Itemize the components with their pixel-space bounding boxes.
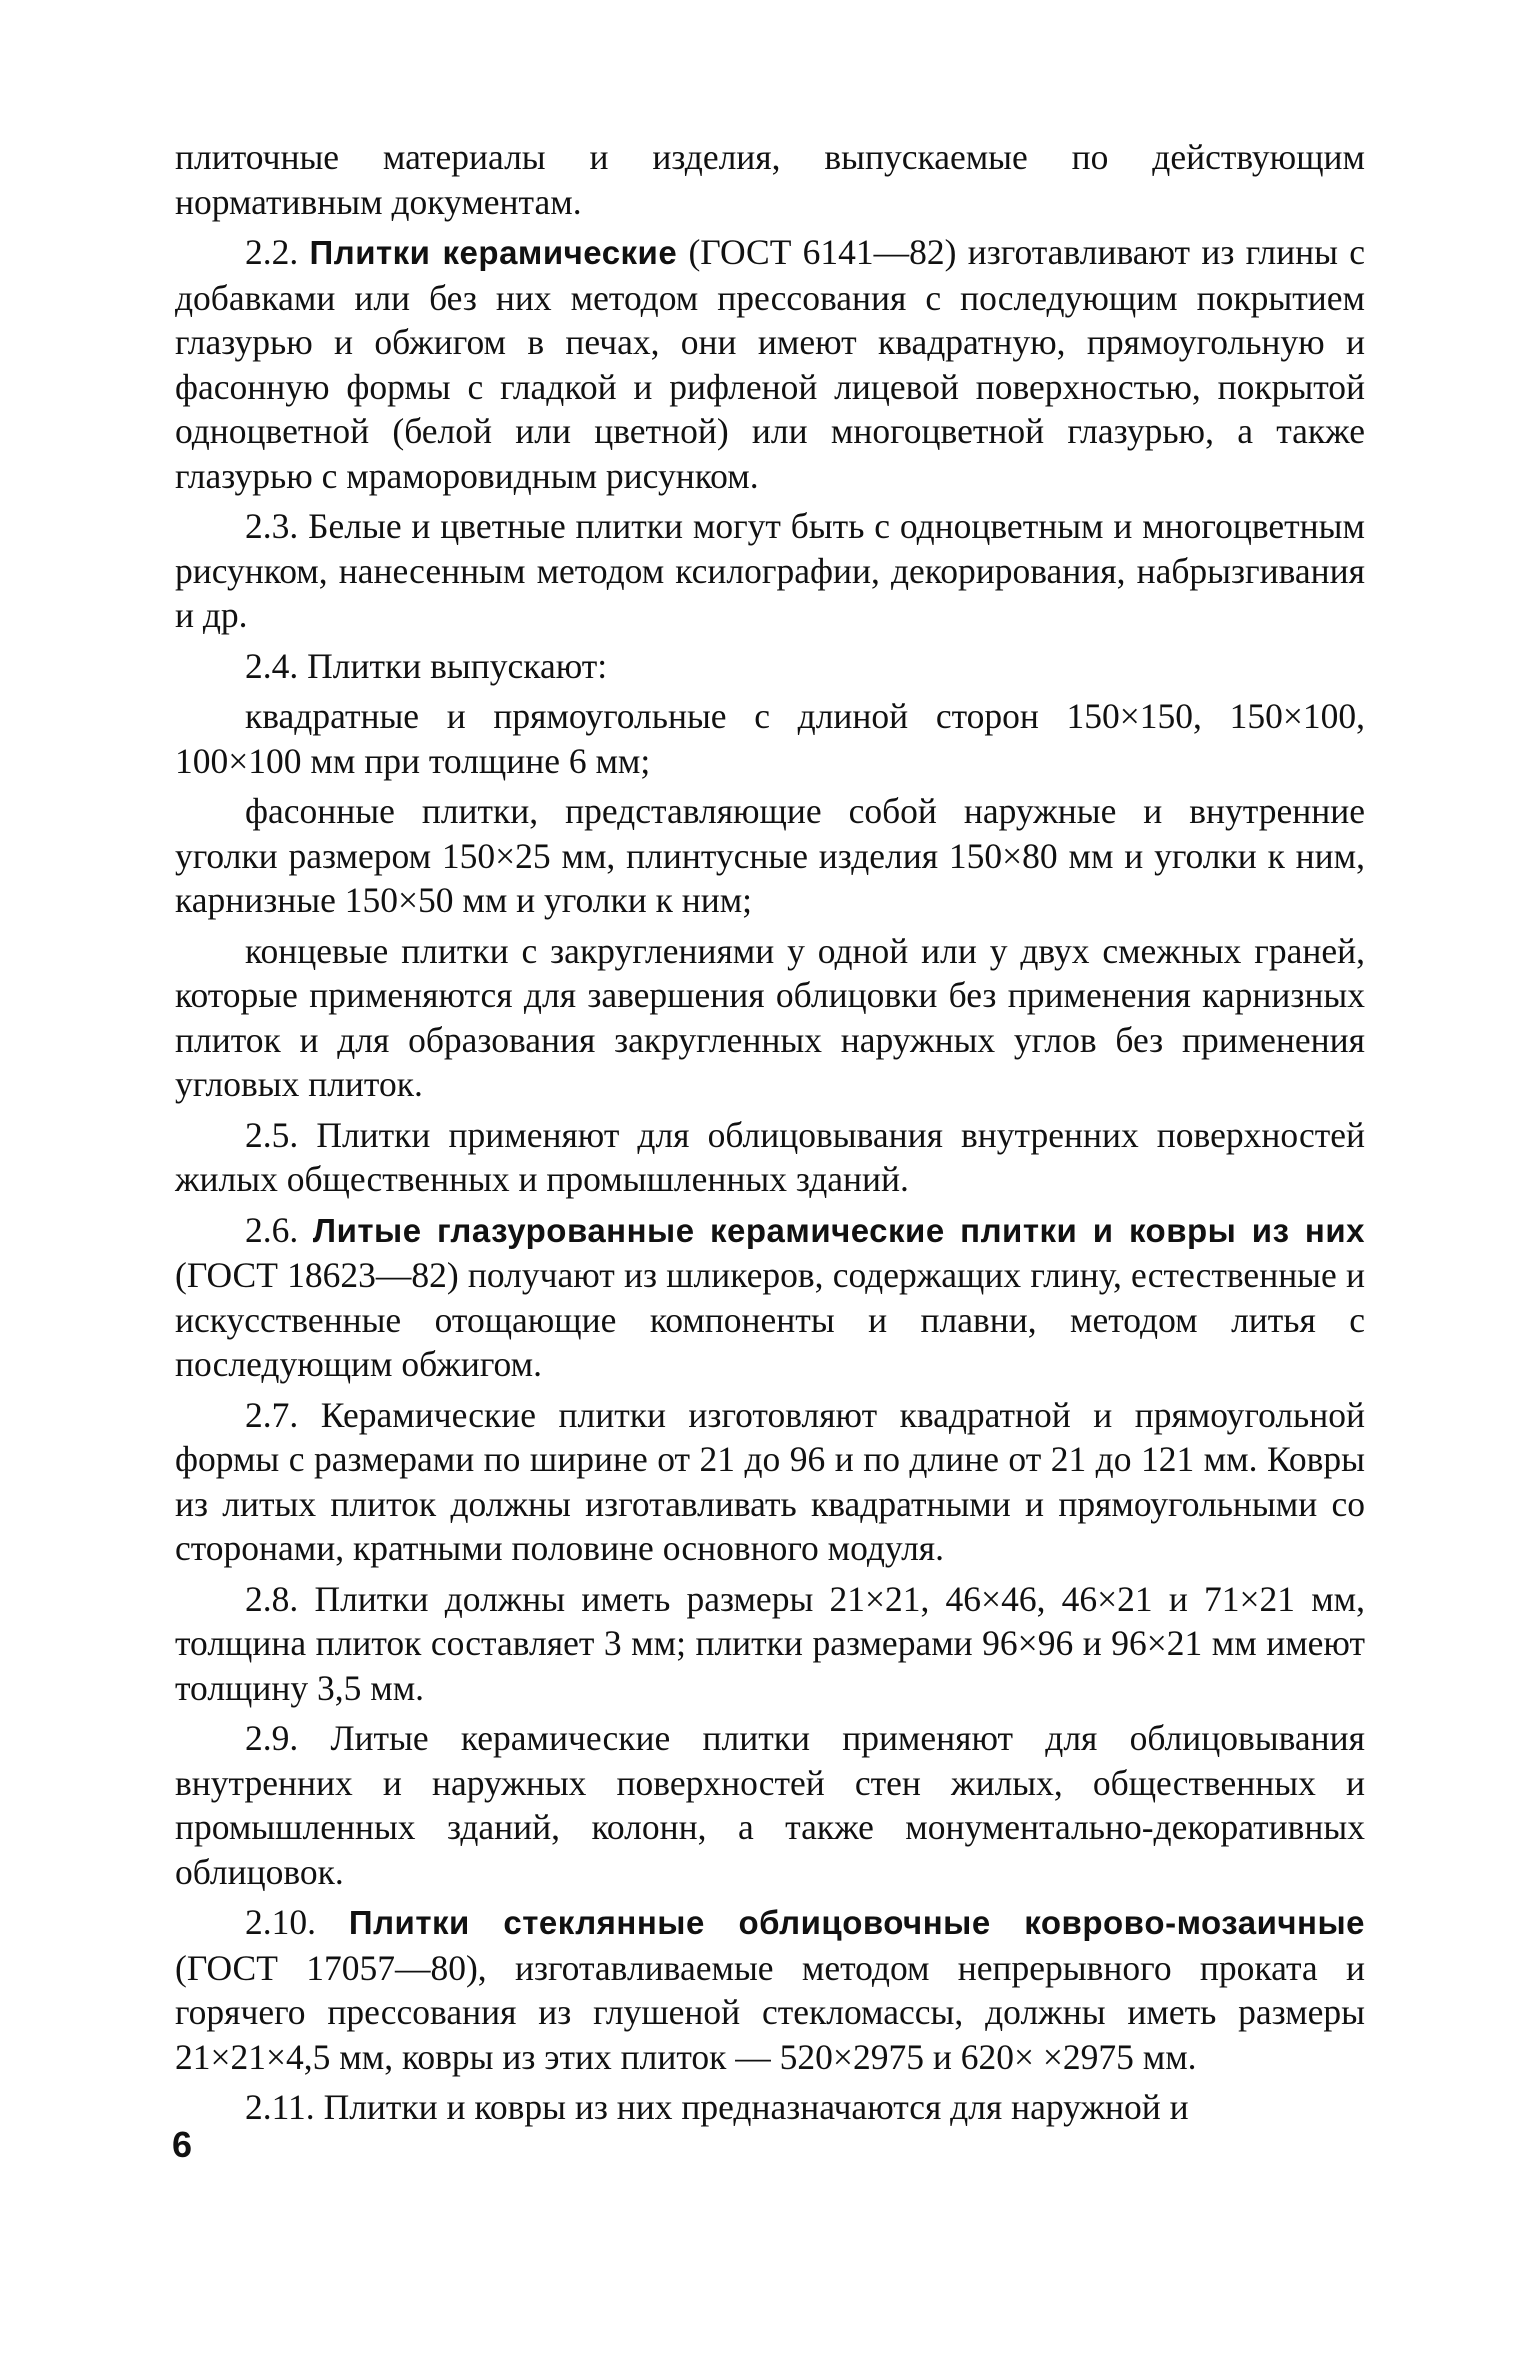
- paragraph-text: Плитки применяют для облицовывания внутренних поверхностей жилых общественных и промышленных зданий.: [175, 1114, 1365, 1199]
- paragraph-number: 2.3.: [245, 506, 299, 546]
- paragraph-2-3: [175, 504, 1365, 638]
- paragraph-2-7: [175, 1393, 1365, 1571]
- paragraph-2-6: [175, 1208, 1365, 1387]
- paragraph-2-4: [175, 644, 1365, 689]
- paragraph-text: концевые плитки с закруглениями у одной или у двух смежных граней, которые применяются для завершения облицовки без применения карнизных плиток и для образования закругленных наружных углов без применения угловых плиток.: [175, 930, 1365, 1104]
- paragraph-text: (ГОСТ 6141—82) изготавливают из глины с добавками или без них методом прессования с последующим покрытием глазурью и обжигом в печах, они имеют квадратную, прямоугольную и фасонную формы с гладкой и рифленой лицевой поверхностью, покрытой одноцветной (белой или цветной) или многоцветной глазурью, а также глазурью с мраморовидным рисунком.: [175, 232, 1366, 496]
- paragraph-2-9: [175, 1716, 1365, 1894]
- paragraph-heading: Плитки стеклянные облицовочные ковровo-мозаичные: [348, 1904, 1366, 1941]
- paragraph-text: Плитки должны иметь размеры 21×21, 46×46, 46×21 и 71×21 мм, толщина плиток составляет 3 мм; плитки размерами 96×96 и 96×21 мм имеют толщину 3,5 мм.: [175, 1578, 1365, 1708]
- paragraph-text: (ГОСТ 18623—82) получают из шликеров, содержащих глину, естественные и искусственные отощающие компоненты и плавни, методом литья с последующим обжигом.: [175, 1255, 1365, 1384]
- paragraph-text: Плитки и ковры из них предназначаются для наружной и: [323, 2087, 1189, 2127]
- paragraph-number: 2.8.: [245, 1578, 299, 1619]
- paragraph-text: фасонные плитки, представляющие собой наружные и внутренние уголки размером 150×25 мм, плинтусные изделия 150×80 мм и уголки к ним, карнизные 150×50 мм и уголки к ним;: [175, 791, 1365, 920]
- paragraph-number: 2.7.: [245, 1394, 299, 1435]
- paragraph-text: квадратные и прямоугольные с длиной сторон 150×150, 150×100, 100×100 мм при толщине 6 мм;: [175, 696, 1365, 781]
- paragraph-heading: Плитки керамические: [309, 234, 678, 271]
- paragraph-text: Литые керамические плитки применяют для облицовывания внутренних и наружных поверхностей стен жилых, общественных и промышленных зданий, колонн, а также монументально-декоративных облицовок.: [175, 1718, 1365, 1892]
- paragraph-number: 2.6.: [245, 1209, 299, 1250]
- paragraph-text: Белые и цветные плитки могут быть с одноцветным и многоцветным рисунком, нанесенным методом ксилографии, декорирования, набрызгивания и др.: [175, 506, 1365, 635]
- paragraph-number: 2.10.: [245, 1902, 316, 1942]
- paragraph-2-11: [175, 2085, 1365, 2130]
- paragraph-text: Плитки выпускают:: [307, 645, 608, 686]
- paragraph-heading: Литые глазурованные керамические плитки и ковры из них: [312, 1211, 1366, 1249]
- list-item-end-tiles: [175, 929, 1365, 1107]
- paragraph-text: Керамические плитки изготовляют квадратной и прямоугольной формы с размерами по ширине от 21 до 96 и по длине от 21 до 121 мм. Ковры из литых плиток должны изготавливать квадратными и прямоугольными со сторонами, кратными половине основного модуля.: [175, 1394, 1365, 1568]
- paragraph-continuation: [175, 135, 1365, 224]
- paragraph-text: (ГОСТ 17057—80), изготавливаемые методом непрерывного проката и горячего прессования из глушеной стекломассы, должны иметь размеры 21×21×4,5 мм, ковры из этих плиток — 520×2975 и 620× ×2975 мм.: [175, 1947, 1365, 2077]
- paragraph-2-8: [175, 1577, 1365, 1711]
- paragraph-2-2: [175, 230, 1365, 498]
- paragraph-number: 2.2.: [245, 232, 299, 272]
- list-item-shaped-tiles: [175, 789, 1365, 923]
- paragraph-number: 2.5.: [245, 1114, 299, 1155]
- paragraph-number: 2.4.: [245, 645, 299, 686]
- paragraph-2-10: [175, 1900, 1365, 2079]
- page-number: 6: [172, 2124, 193, 2165]
- paragraph-2-5: [175, 1113, 1365, 1202]
- paragraph-number: 2.11.: [245, 2087, 315, 2127]
- list-item-square-tiles: [175, 694, 1365, 783]
- paragraph-number: 2.9.: [245, 1718, 299, 1758]
- document-page: [175, 135, 1365, 2136]
- paragraph-text: плиточные материалы и изделия, выпускаемые по действующим нормативным документам.: [175, 137, 1365, 222]
